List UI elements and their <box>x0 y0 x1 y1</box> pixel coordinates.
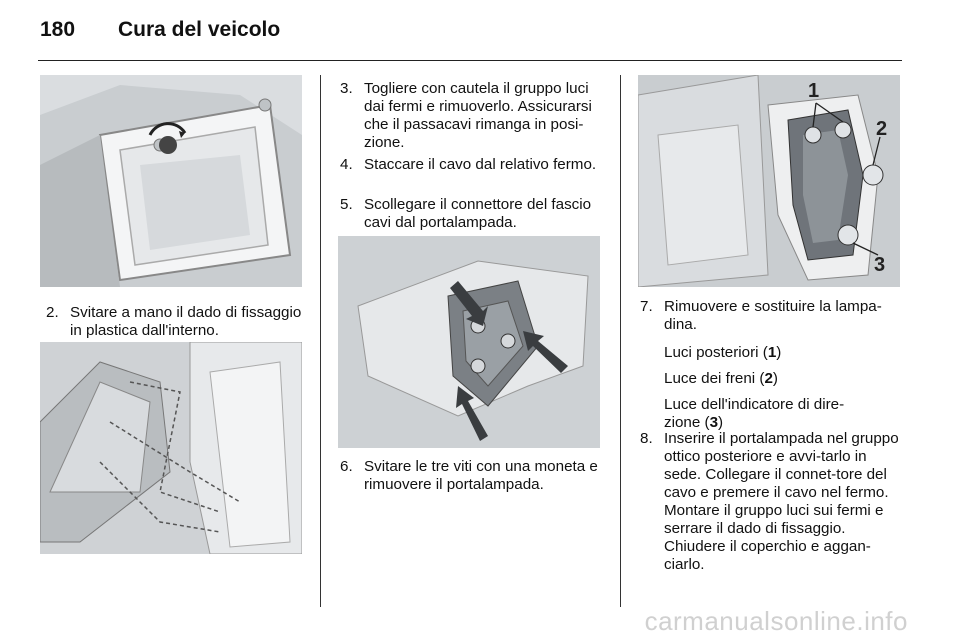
column-divider-left <box>320 75 321 607</box>
step-text: Svitare le tre viti con una moneta e rimuovere il portalampada. <box>364 458 598 493</box>
step-text: Rimuovere e sostituire la lampa-dina. <box>664 298 882 333</box>
header-divider <box>38 60 902 61</box>
callout-2: 2 <box>876 118 888 140</box>
step-2 <box>46 304 308 340</box>
step-number: 4. <box>340 156 353 173</box>
figure-wing-nut <box>40 75 302 287</box>
column-divider-right <box>620 75 621 607</box>
step-text: Inserire il portalampada nel gruppo ottico posteriore e avvi-tarlo in sede. Collegare il connet-tore del cavo e premere il cavo nel fermo. Montare il gruppo luci sui fermi e serrare il dado di fissaggio. Chiudere il coperchio e aggan-ciarlo. <box>664 430 899 573</box>
step-number: 7. <box>640 298 653 315</box>
callout-3: 3 <box>874 254 886 276</box>
step-5 <box>340 196 610 232</box>
step-7 <box>640 298 902 334</box>
step-4 <box>340 156 610 174</box>
bulb-list-item-2: Luce dei freni (2) <box>664 370 778 387</box>
step-text: Svitare a mano il dado di fissaggio in plastica dall'interno. <box>70 304 302 339</box>
step-text: Scollegare il connettore del fascio cavi dal portalampada. <box>364 196 592 231</box>
step-3 <box>340 80 610 152</box>
page-number: 180 <box>40 18 76 41</box>
watermark: carmanualsonline.info <box>644 606 908 636</box>
step-number: 3. <box>340 80 353 97</box>
bulb-list-item-3: Luce dell'indicatore di dire-zione (3) <box>664 396 845 431</box>
bulb-list-item-1: Luci posteriori (1) <box>664 344 782 361</box>
figure-light-removal <box>40 342 302 554</box>
step-number: 5. <box>340 196 353 213</box>
step-text: Staccare il cavo dal relativo fermo. <box>364 156 597 173</box>
callout-1: 1 <box>808 80 820 102</box>
step-number: 8. <box>640 430 653 447</box>
step-8 <box>640 430 902 574</box>
figure-bulb-locations <box>638 75 900 287</box>
step-number: 2. <box>46 304 59 321</box>
page-title: Cura del veicolo <box>118 18 281 41</box>
step-text: Togliere con cautela il gruppo luci dai fermi e rimuoverlo. Assicurarsi che il passacavi rimanga in posi-zione. <box>364 80 592 151</box>
step-number: 6. <box>340 458 353 475</box>
step-6 <box>340 458 610 494</box>
figure-bulb-holder-screws <box>338 236 600 448</box>
